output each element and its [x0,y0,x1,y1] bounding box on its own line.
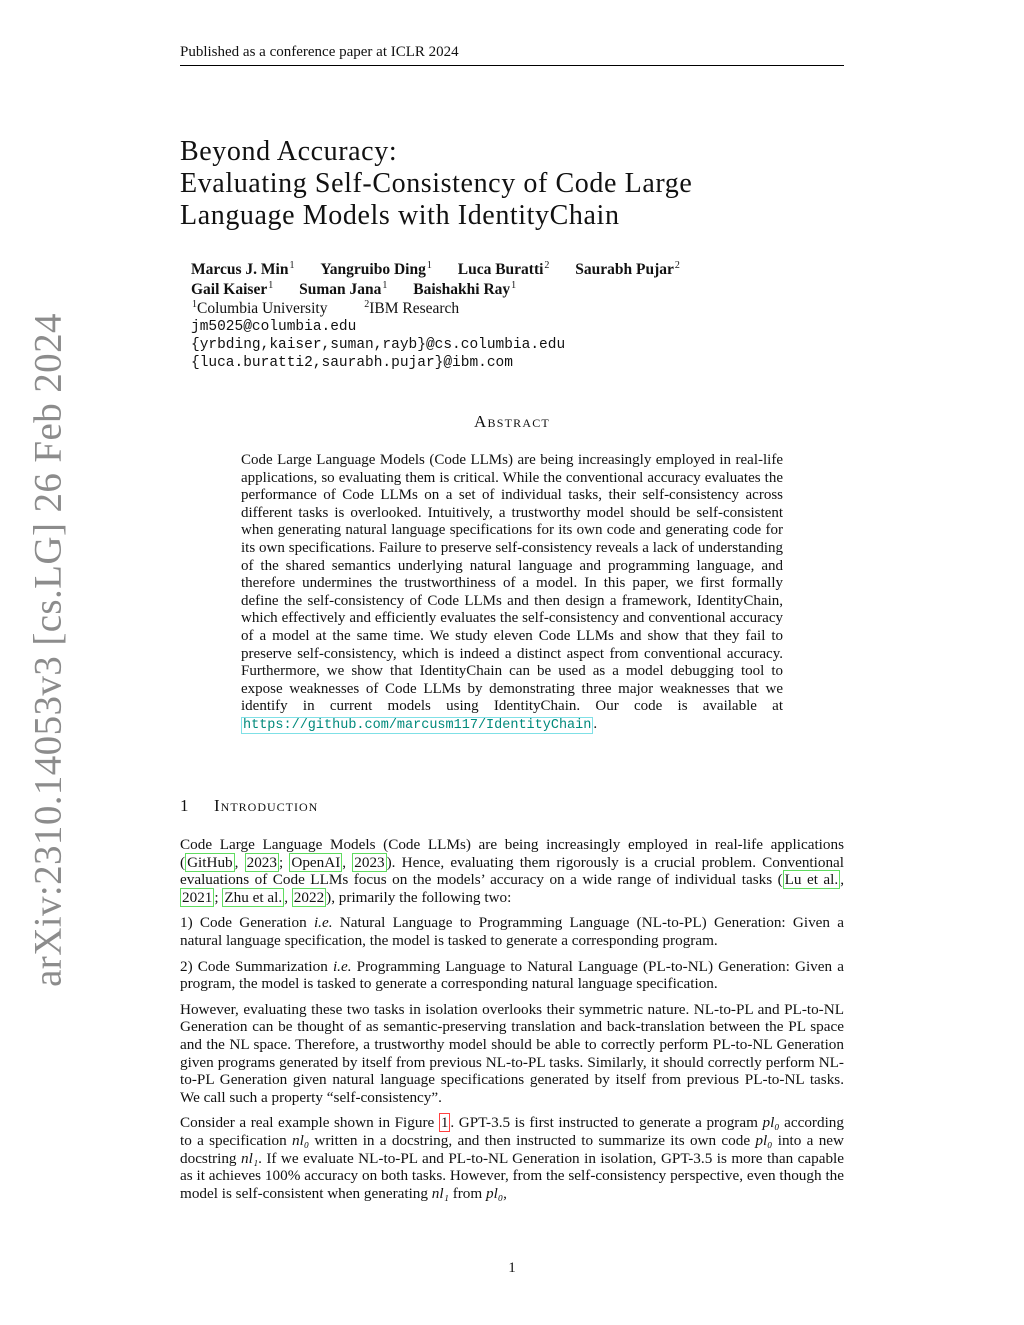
citation-openai[interactable]: OpenAI [291,853,341,871]
citation-openai-year[interactable]: 2023 [354,853,385,871]
email-1: jm5025@columbia.edu [191,319,357,335]
affiliation: $^1$Columbia University [192,299,328,317]
intro-paragraph-2: 1) Code Generation i.e. Natural Language to Programming Language (NL-to-PL) Generation: Given a natural language specification, the model is tasked to generate a corresponding program. [180,914,844,949]
intro-paragraph-5: Consider a real example shown in Figure 1 . GPT-3.5 is first instructed to generate a program pl₀ according to a specification nl₀ written in a docstring, and then instructed to summarize its own code pl₀ into a new docstring nl₁. If we evaluate NL-to-PL and PL-to-NL Generation in isolation, GPT-3.5 is more than capable as it achieves 100% accuracy on both tasks. However, from the self-consistency perspective, even though the model is self-consistent when generating nl₁ from pl₀, [180,1114,845,1202]
section-number: 1 [180,796,190,815]
author: Luca Buratti$^2$ [457,260,550,278]
citation-zhu[interactable]: Zhu et al. [224,888,283,906]
author: Yangruibo Ding$^1$ [320,260,432,278]
running-head: Published as a conference paper at ICLR 2024 [180,44,459,60]
author: Suman Jana$^1$ [299,280,388,298]
intro-paragraph-4: However, evaluating these two tasks in isolation overlooks their symmetric nature. NL-to-PL and PL-to-NL Generation can be thought of as semantic-preserving translation and back-translation between the PL space and the NL space. Therefore, a trustworthy model should be able to correctly perform PL-to-NL Generation given programs generated by itself from previous NL-to-PL tasks. Similarly, it should correctly perform NL-to-PL Generation given natural language specifications generated by itself from previous PL-to-NL tasks. We call such a property “self-consistency”. [180,1000,844,1106]
affiliations [191,299,459,318]
arxiv-stamp-text: arXiv:2310.14053v3 [cs.LG] 26 Feb 2024 [26,313,70,987]
author: Gail Kaiser$^1$ [191,280,274,298]
authors-line-2 [191,280,538,299]
citation-github[interactable]: GitHub [187,853,233,871]
citation-lu-year[interactable]: 2021 [182,888,213,906]
title-line-2: Evaluating Self-Consistency of Code Large [180,168,693,199]
authors-line-1 [191,260,702,279]
affiliation: $^2$IBM Research [364,299,460,317]
citation-github-year[interactable]: 2023 [246,853,277,871]
abstract-text: Code Large Language Models (Code LLMs) are being increasingly employed in real-life applications, so evaluating them is critical. While the conventional accuracy evaluates the performance of Code LLMs on a set of individual tasks, their self-consistency across different tasks is overlooked. Intuitively, a trustworthy model should be self-consistent when generating natural language specifications for its own code and generating code for its own specifications. Failure to preserve self-consistency reveals a lack of understanding of the shared semantics underlying natural language and programming language, and therefore undermines the trustworthiness of a model. In this paper, we first formally define the self-consistency of Code LLMs and then design a framework, IdentityChain, which effectively and efficiently evaluates the self-consistency and conventional accuracy of a model at the same time. We study eleven Code LLMs and show that they fail to preserve self-consistency, which is indeed a distinct aspect from conventional accuracy. Furthermore, we show that IdentityChain can be used as a model debugging tool to expose weaknesses of Code LLMs by demonstrating three major weaknesses that we identify in current models using IdentityChain. Our code is available at [241,452,783,715]
citation-lu[interactable]: Lu et al. [784,871,839,889]
author: Marcus J. Min$^1$ [191,260,295,278]
code-repo-link[interactable]: https://github.com/marcusm117/IdentityChain [243,717,592,733]
figure-ref[interactable]: 1 [440,1114,449,1132]
author: Saurabh Pujar$^2$ [575,260,680,278]
intro-paragraph-3: 2) Code Summarization i.e. Programming Language to Natural Language (PL-to-NL) Generation: Given a program, the model is tasked to generate a corresponding natural language specification. [180,957,844,993]
author: Baishakhi Ray$^1$ [413,280,517,298]
intro-paragraph-1: Code Large Language Models (Code LLMs) are being increasingly employed in real-life applications ( GitHub , 2023 ; OpenAI , 2023 ). Hence, evaluating them rigorously is a crucial problem. Conventional evaluations of Code LLMs focus on the models’ accuracy on a wide range of individual tasks ( Lu et al. , 2021 ; Zhu et al. , 2022 ), primarily the following two: [180,836,845,906]
section-heading [180,796,318,816]
page-number: 1 [508,1260,516,1276]
intro-body [180,836,844,1210]
header-rule [180,65,844,66]
title-line-1: Beyond Accuracy: [180,136,398,167]
email-3: {luca.buratti2,saurabh.pujar}@ibm.com [191,355,513,371]
section-title: Introduction [214,796,319,815]
abstract-heading: Abstract [474,412,550,431]
email-2: {yrbding,kaiser,suman,rayb}@cs.columbia.edu [191,337,566,353]
abstract-body: Code Large Language Models (Code LLMs) are being increasingly employed in real-life applications, so evaluating them is critical. While the conventional accuracy evaluates the performance of Code LLMs on a set of individual tasks, their self-consistency across different tasks is overlooked. Intuitively, a trustworthy model should be self-consistent when generating natural language specifications for its own code and generating code for its own specifications. Failure to preserve self-consistency reveals a lack of understanding of the shared semantics underlying natural language and programming language, and therefore undermines the trustworthiness of a model. In this paper, we first formally define the self-consistency of Code LLMs and then design a framework, IdentityChain, which effectively and efficiently evaluates the self-consistency and conventional accuracy of a model at the same time. We study eleven Code LLMs and show that they fail to preserve self-consistency, which is indeed a distinct aspect from conventional accuracy. Furthermore, we show that IdentityChain can be used as a model debugging tool to expose weaknesses of Code LLMs by demonstrating three major weaknesses that we identify in current models using IdentityChain. Our code is available at https://github.com/marcusm117/IdentityChain . [241,452,783,733]
citation-zhu-year[interactable]: 2022 [293,888,325,906]
title-line-3: Language Models with IdentityChain [180,200,620,231]
